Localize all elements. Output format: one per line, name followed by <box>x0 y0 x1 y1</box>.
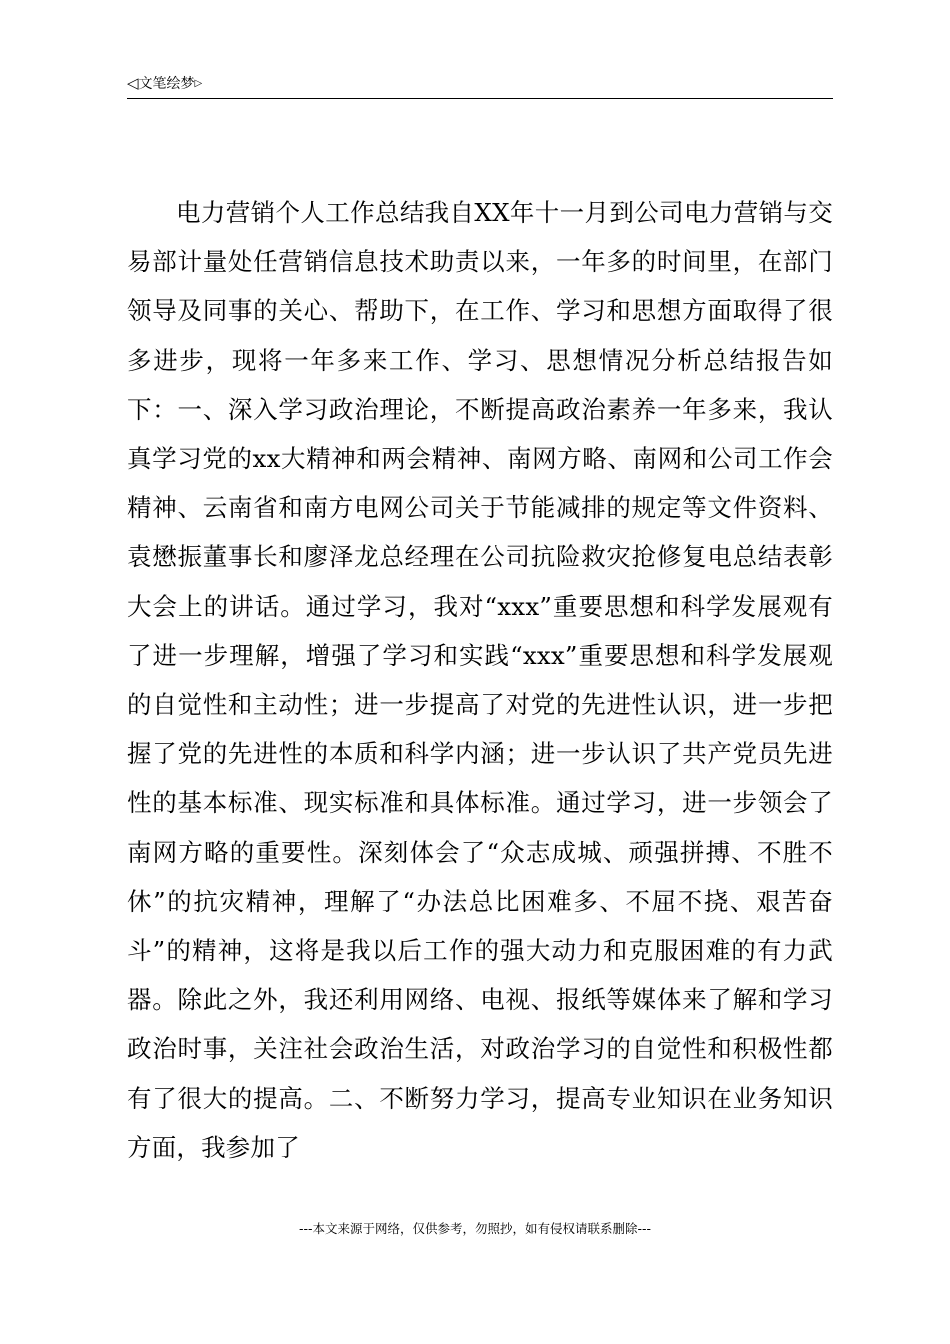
page-header <box>127 72 833 99</box>
header-brand <box>127 74 202 93</box>
right-triangle-icon: ▷ <box>194 78 203 89</box>
footer-notice: ---本文来源于网络，仅供参考，勿照抄，如有侵权请联系删除--- <box>298 1221 652 1236</box>
left-triangle-icon: ◁ <box>127 74 139 92</box>
brand-name: 文笔绘梦 <box>138 76 195 92</box>
body-paragraph: 电力营销个人工作总结我自XX年十一月到公司电力营销与交易部计量处任营销信息技术助责以来，一年多的时间里，在部门领导及同事的关心、帮助下，在工作、学习和思想方面取得了很多进步，现将一年多来工作、学习、思想情况分析总结报告如下：一、深入学习政治理论，不断提高政治素养一年多来，我认真学习党的xx大精神和两会精神、南网方略、南网和公司工作会精神、云南省和南方电网公司关于节能减排的规定等文件资料、袁懋振董事长和廖泽龙总经理在公司抗险救灾抢修复电总结表彰大会上的讲话。通过学习，我对“xxx”重要思想和科学发展观有了进一步理解，增强了学习和实践“xxx”重要思想和科学发展观的自觉性和主动性；进一步提高了对党的先进性认识，进一步把握了党的先进性的本质和科学内涵；进一步认识了共产党员先进性的基本标准、现实标准和具体标准。通过学习，进一步领会了南网方略的重要性。深刻体会了“众志成城、顽强拼搏、不胜不休”的抗灾精神，理解了“办法总比困难多、不屈不挠、艰苦奋斗”的精神，这将是我以后工作的强大动力和克服困难的有力武器。除此之外，我还利用网络、电视、报纸等媒体来了解和学习政治时事，关注社会政治生活，对政治学习的自觉性和积极性都有了很大的提高。二、不断努力学习，提高专业知识在业务知识方面，我参加了 <box>127 198 833 1162</box>
